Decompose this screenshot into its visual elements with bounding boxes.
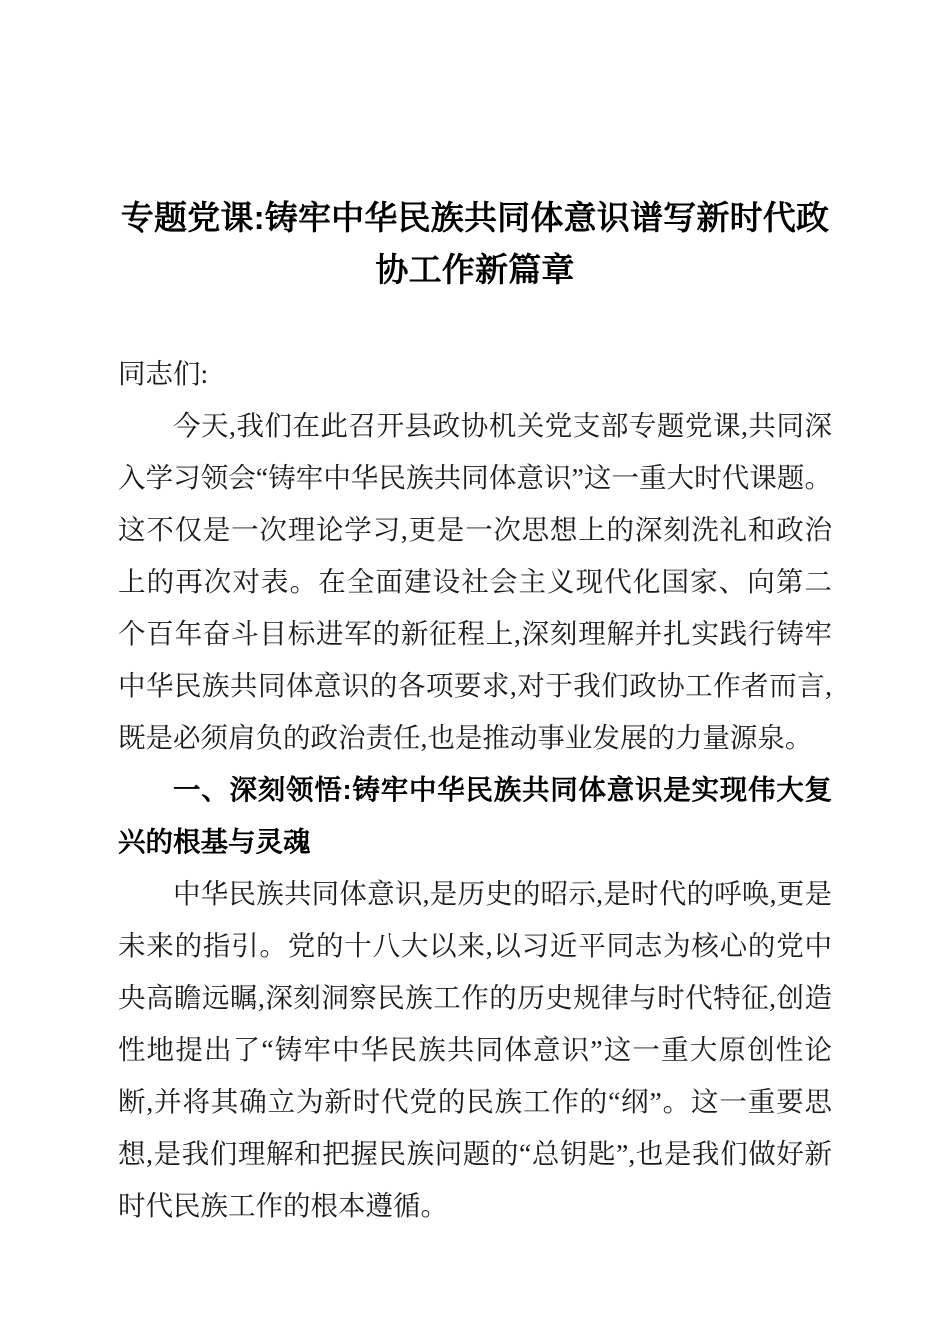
document-title	[118, 0, 832, 296]
section-heading-1: 一、深刻领悟:铸牢中华民族共同体意识是实现伟大复兴的根基与灵魂	[118, 774, 832, 857]
salutation: 同志们:	[118, 358, 209, 389]
document-title-line-1: 专题党课:铸牢中华民族共同体意识谱写新时代政	[120, 199, 830, 236]
document-body	[118, 0, 832, 1232]
paragraph-section-1-body: 中华民族共同体意识,是历史的昭示,是时代的呼唤,更是未来的指引。党的十八大以来,以习近平同志为核心的党中央高瞻远瞩,深刻洞察民族工作的历史规律与时代特征,创造性地提出了“铸牢中华民族共同体意识”这一重大原创性论断,并将其确立为新时代党的民族工作的“纲”。这一重要思想,是我们理解和把握民族问题的“总钥匙”,也是我们做好新时代民族工作的根本遵循。	[118, 878, 832, 1221]
document-title-line-2: 协工作新篇章	[375, 251, 575, 288]
paragraph-opening: 今天,我们在此召开县政协机关党支部专题党课,共同深入学习领会“铸牢中华民族共同体意识”这一重大时代课题。这不仅是一次理论学习,更是一次思想上的深刻洗礼和政治上的再次对表。在全面建设社会主义现代化国家、向第二个百年奋斗目标进军的新征程上,深刻理解并扎实践行铸牢中华民族共同体意识的各项要求,对于我们政协工作者而言,既是必须肩负的政治责任,也是推动事业发展的力量源泉。	[118, 410, 832, 753]
